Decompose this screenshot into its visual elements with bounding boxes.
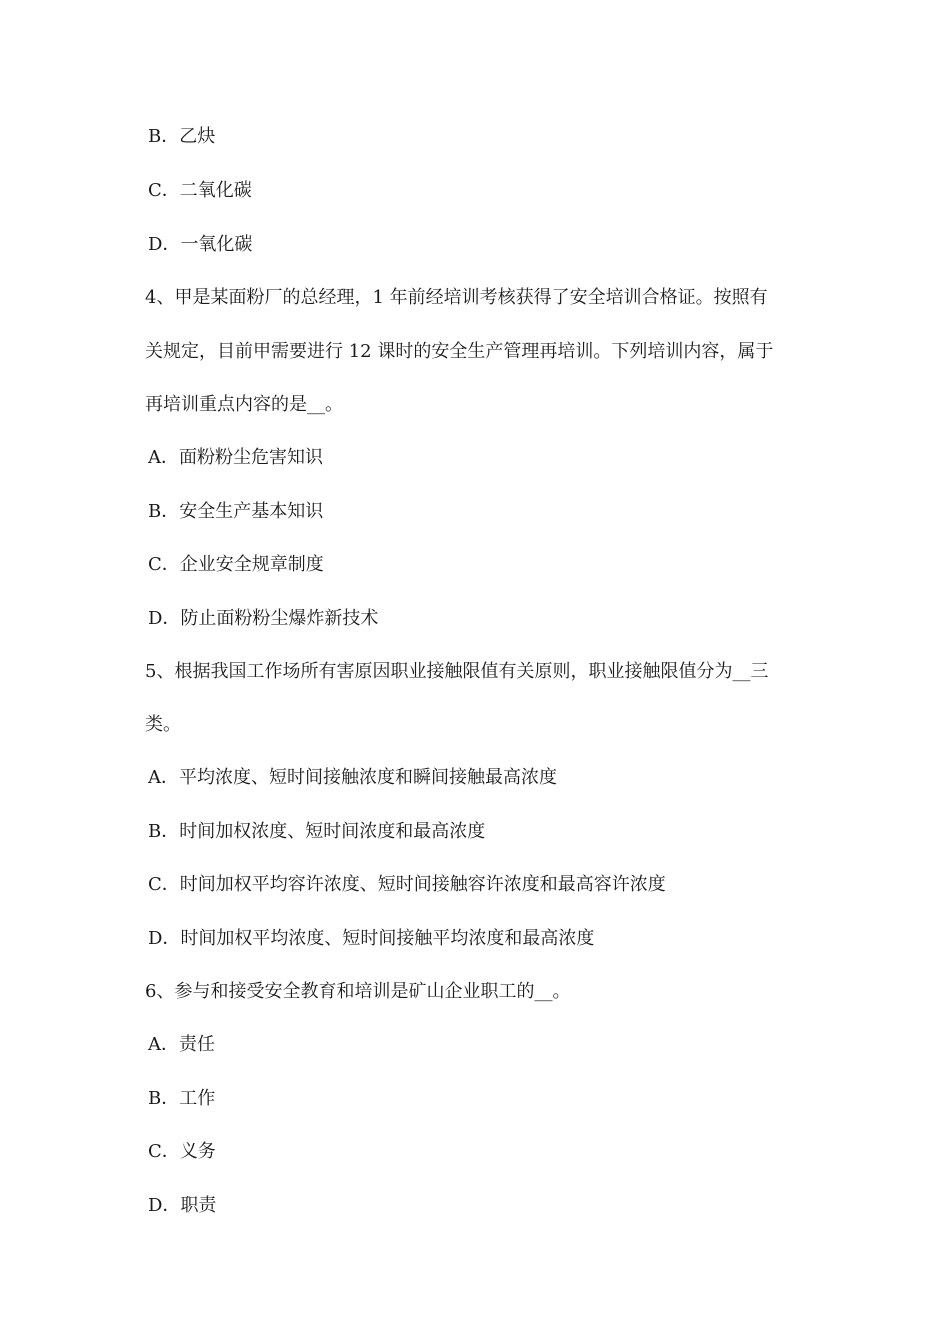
option-letter: D．: [148, 234, 181, 255]
option-letter: D．: [148, 928, 181, 949]
question-5-line-2: 类。: [145, 714, 181, 735]
option-text: 乙炔: [179, 126, 216, 147]
option-letter: B．: [148, 821, 180, 842]
option-text: 防止面粉粉尘爆炸新技术: [180, 608, 379, 629]
option-text: 一氧化碳: [180, 234, 253, 255]
q5-option-c: [148, 873, 666, 897]
option-letter: C．: [148, 180, 180, 201]
q5-option-b: [148, 820, 485, 844]
option-d: [148, 233, 252, 257]
option-b: [148, 125, 215, 149]
q4-option-a: [148, 446, 323, 470]
question-4-line-3: 再培训重点内容的是__。: [145, 394, 343, 415]
question-5-line-1: 5、根据我国工作场所有害原因职业接触限值有关原则，职业接触限值分为__三: [145, 661, 769, 682]
option-letter: B．: [148, 1088, 180, 1109]
option-c: [148, 179, 252, 203]
option-letter: D．: [148, 1195, 181, 1216]
option-text: 安全生产基本知识: [179, 501, 324, 522]
q6-option-d: [148, 1194, 216, 1218]
option-text: 时间加权平均容许浓度、短时间接触容许浓度和最高容许浓度: [179, 874, 666, 895]
option-text: 义务: [179, 1141, 216, 1162]
option-text: 二氧化碳: [179, 180, 252, 201]
option-letter: B．: [148, 126, 180, 147]
question-4-line-1: 4、甲是某面粉厂的总经理，1 年前经培训考核获得了安全培训合格证。按照有: [145, 287, 768, 308]
option-letter: C．: [148, 554, 180, 575]
option-text: 面粉粉尘危害知识: [179, 447, 323, 468]
option-letter: A．: [148, 447, 179, 468]
option-text: 责任: [179, 1034, 215, 1055]
option-text: 工作: [179, 1088, 216, 1109]
option-letter: D．: [148, 608, 181, 629]
option-letter: A．: [148, 1034, 179, 1055]
option-letter: B．: [148, 501, 180, 522]
q6-option-c: [148, 1140, 216, 1164]
option-letter: C．: [148, 874, 180, 895]
q6-option-a: [148, 1033, 215, 1057]
option-text: 职责: [180, 1195, 217, 1216]
option-letter: C．: [148, 1141, 180, 1162]
question-4-line-2: 关规定，目前甲需要进行 12 课时的安全生产管理再培训。下列培训内容，属于: [145, 341, 774, 362]
option-text: 时间加权浓度、短时间浓度和最高浓度: [179, 821, 486, 842]
q5-option-a: [148, 766, 557, 790]
q6-option-b: [148, 1087, 215, 1111]
question-6-line-1: 6、参与和接受安全教育和培训是矿山企业职工的__。: [145, 981, 571, 1002]
q4-option-d: [148, 607, 378, 631]
option-text: 企业安全规章制度: [179, 554, 324, 575]
q4-option-b: [148, 500, 323, 524]
option-text: 平均浓度、短时间接触浓度和瞬间接触最高浓度: [179, 767, 557, 788]
option-letter: A．: [148, 767, 179, 788]
q5-option-d: [148, 927, 594, 951]
option-text: 时间加权平均浓度、短时间接触平均浓度和最高浓度: [180, 928, 595, 949]
q4-option-c: [148, 553, 324, 577]
